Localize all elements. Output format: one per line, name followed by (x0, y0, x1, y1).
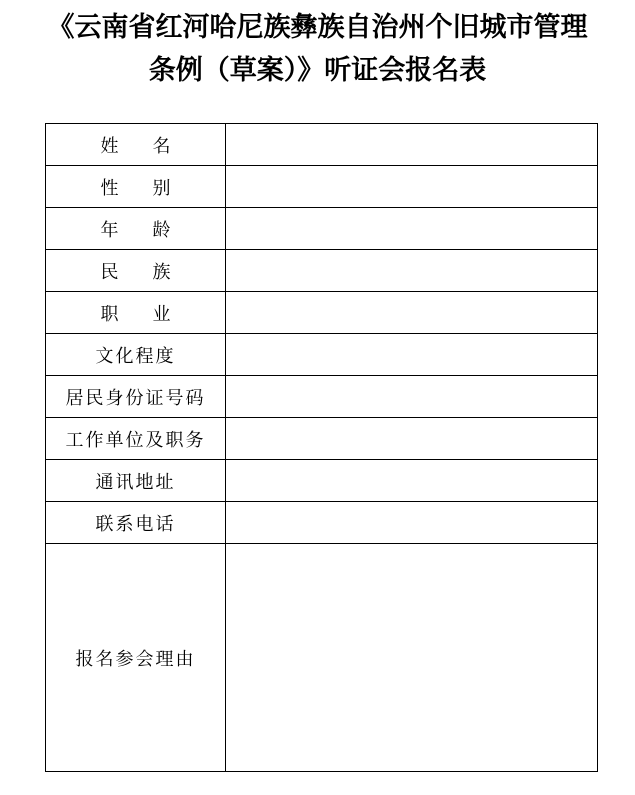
table-row (46, 292, 598, 334)
ethnicity-label-char-1: 民 (100, 261, 119, 283)
table-row (46, 166, 598, 208)
table-row (46, 418, 598, 460)
employer-label: 工作单位及职务 (46, 418, 226, 460)
name-label-char-2: 名 (152, 135, 171, 157)
occupation-label (46, 292, 226, 334)
education-label: 文化程度 (46, 334, 226, 376)
table-row (46, 544, 598, 772)
table-row (46, 334, 598, 376)
age-label-char-2: 龄 (152, 219, 171, 241)
id-number-label: 居民身份证号码 (46, 376, 226, 418)
title-line-2: 条例（草案）》听证会报名表 (148, 55, 487, 86)
occupation-label-char-2: 业 (152, 303, 171, 325)
page-title (0, 6, 635, 92)
phone-label: 联系电话 (46, 502, 226, 544)
ethnicity-label-char-2: 族 (152, 261, 171, 283)
gender-label-char-2: 别 (152, 177, 171, 199)
address-label: 通讯地址 (46, 460, 226, 502)
name-label (46, 124, 226, 166)
ethnicity-label (46, 250, 226, 292)
table-row (46, 208, 598, 250)
age-label (46, 208, 226, 250)
occupation-label-char-1: 职 (100, 303, 119, 325)
id-number-field[interactable] (226, 376, 598, 418)
title-line-1: 《云南省红河哈尼族彝族自治州个旧城市管理 (47, 12, 588, 43)
name-label-char-1: 姓 (100, 135, 119, 157)
age-field[interactable] (226, 208, 598, 250)
reason-field[interactable] (226, 544, 598, 772)
table-row (46, 376, 598, 418)
table-row (46, 460, 598, 502)
gender-field[interactable] (226, 166, 598, 208)
table-row (46, 250, 598, 292)
table-row (46, 502, 598, 544)
reason-label: 报名参会理由 (46, 544, 226, 772)
ethnicity-field[interactable] (226, 250, 598, 292)
phone-field[interactable] (226, 502, 598, 544)
registration-form-table (45, 123, 598, 772)
address-field[interactable] (226, 460, 598, 502)
education-field[interactable] (226, 334, 598, 376)
table-row (46, 124, 598, 166)
employer-field[interactable] (226, 418, 598, 460)
gender-label-char-1: 性 (100, 177, 119, 199)
age-label-char-1: 年 (100, 219, 119, 241)
name-field[interactable] (226, 124, 598, 166)
gender-label (46, 166, 226, 208)
occupation-field[interactable] (226, 292, 598, 334)
